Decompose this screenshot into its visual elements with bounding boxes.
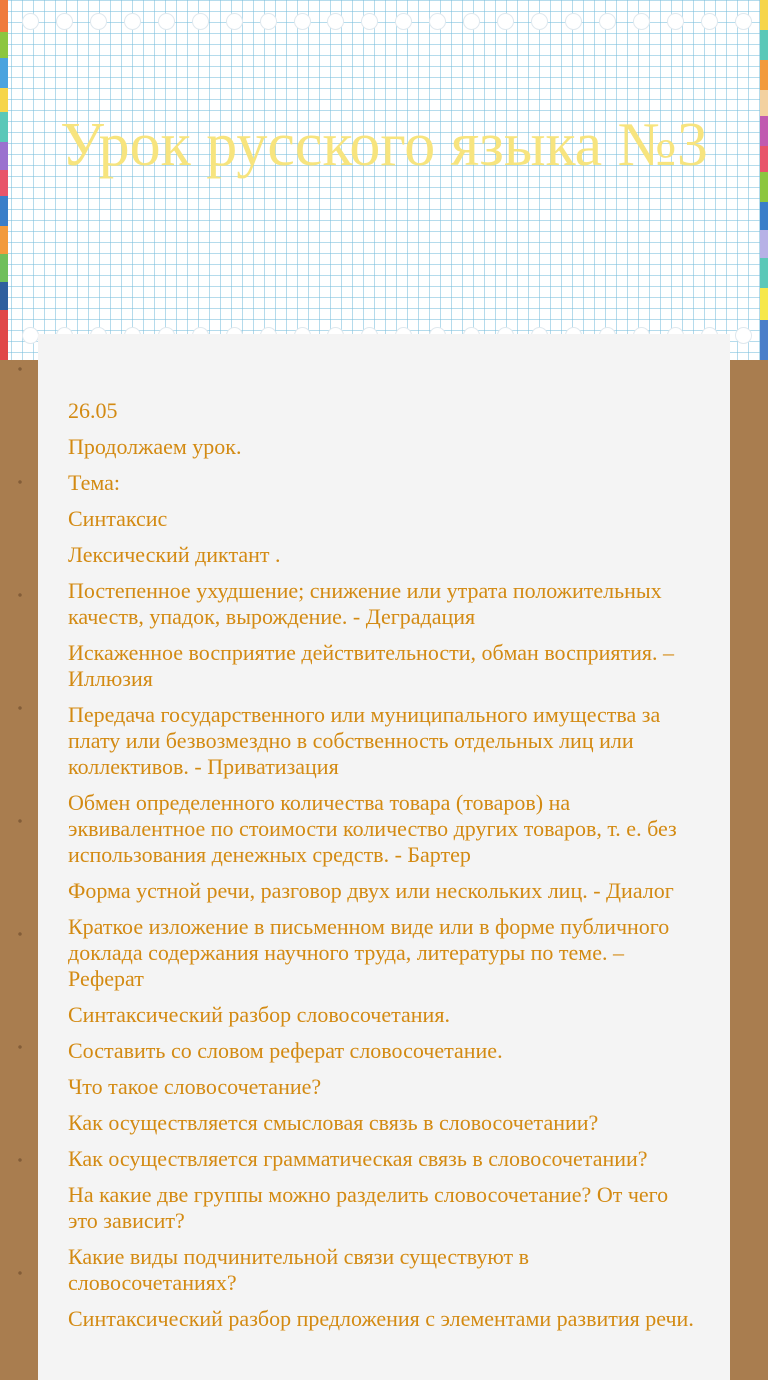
text-paragraph: Синтаксис xyxy=(68,506,168,531)
text-paragraph: Лексический диктант . xyxy=(68,542,281,567)
left-color-stripe xyxy=(0,0,8,360)
right-color-stripe xyxy=(760,0,768,360)
text-paragraph: Составить со словом реферат словосочетание. xyxy=(68,1038,503,1063)
text-paragraph: Искаженное восприятие действительности, обман восприятия. – Иллюзия xyxy=(68,640,675,691)
text-paragraph: Передача государственного или муниципального имущества за плату или безвозмездно в собственность отдельных лиц или коллективов. - Приватизация xyxy=(68,702,661,779)
text-paragraph: Постепенное ухудшение; снижение или утрата положительных качеств, упадок, вырождение. - Деградация xyxy=(68,578,662,629)
text-paragraph: 26.05 xyxy=(68,398,118,423)
text-paragraph: На какие две группы можно разделить словосочетание? От чего это зависит? xyxy=(68,1182,669,1233)
text-paragraph: Обмен определенного количества товара (товаров) на эквивалентное по стоимости количество других товаров, т. е. без использования денежных средств. - Бартер xyxy=(68,790,677,867)
page-title: Урок русского языка №3 xyxy=(60,111,708,179)
text-paragraph: Как осуществляется смысловая связь в словосочетании? xyxy=(68,1110,599,1135)
text-paragraph: Синтаксический разбор предложения с элементами развития речи. xyxy=(68,1306,694,1331)
text-paragraph: Как осуществляется грамматическая связь в словосочетании? xyxy=(68,1146,648,1171)
text-paragraph: Форма устной речи, разговор двух или нескольких лиц. - Диалог xyxy=(68,878,674,903)
notebook-holes-top xyxy=(22,13,752,31)
text-paragraph: Какие виды подчинительной связи существуют в словосочетаниях? xyxy=(68,1244,530,1295)
text-paragraph: Краткое изложение в письменном виде или в форме публичного доклада содержания научного труда, литературы по теме. – Реферат xyxy=(68,914,670,991)
header-banner xyxy=(0,0,768,360)
text-paragraph: Что такое словосочетание? xyxy=(68,1074,322,1099)
text-paragraph: Продолжаем урок. xyxy=(68,434,242,459)
content-card xyxy=(38,334,730,1380)
text-paragraph: Тема: xyxy=(68,470,121,495)
text-paragraph: Синтаксический разбор словосочетания. xyxy=(68,1002,450,1027)
